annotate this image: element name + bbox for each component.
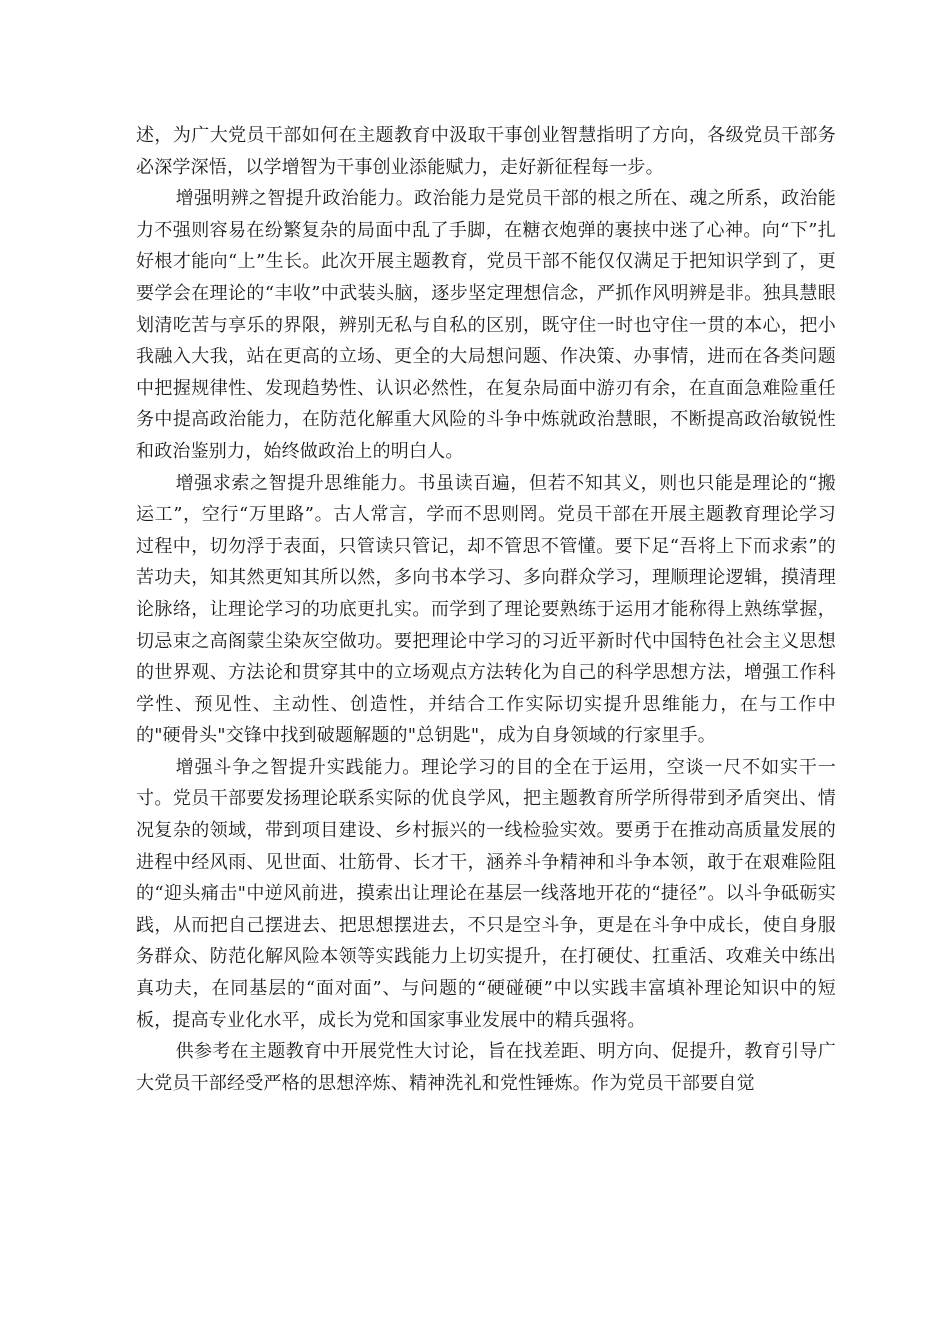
- paragraph-practical-ability: 增强斗争之智提升实践能力。理论学习的目的全在于运用，空谈一尺不如实干一寸。党员干部要发扬理论联系实际的优良学风，把主题教育所学所得带到矛盾突出、情况复杂的领域，带到项目建设、乡村振兴的一线检验实效。要勇于在推动高质量发展的进程中经风雨、见世面、壮筋骨、长才干，涵养斗争精神和斗争本领，敢于在艰难险阻的“迎头痛击"中逆风前进，摸索出让理论在基层一线落地开花的“捷径”。以斗争砥砺实践，从而把自己摆进去、把思想摆进去，不只是空斗争，更是在斗争中成长，使自身服务群众、防范化解风险本领等实践能力上切实提升，在打硬仗、扛重活、攻难关中练出真功夫，在同基层的“面对面”、与问题的“硬碰硬”中以实践丰富填补理论知识中的短板，提高专业化水平，成长为党和国家事业发展中的精兵强将。: [136, 756, 836, 1031]
- paragraph-thinking-ability: 增强求索之智提升思维能力。书虽读百遍，但若不知其义，则也只能是理论的“搬运工”，空行“万里路”。古人常言，学而不思则罔。党员干部在开展主题教育理论学习过程中，切勿浮于表面，只管读只管记，却不管思不管懂。要下足“吾将上下而求索”的苦功夫，知其然更知其所以然，多向书本学习、多向群众学习，理顺理论逻辑，摸清理论脉络，让理论学习的功底更扎实。而学到了理论要熟练于运用才能称得上熟练掌握，切忌束之高阁蒙尘染灰空做功。要把理论中学习的习近平新时代中国特色社会主义思想的世界观、方法论和贯穿其中的立场观点方法转化为自己的科学思想方法，增强工作科学性、预见性、主动性、创造性，并结合工作实际切实提升思维能力，在与工作中的"硬骨头"交锋中找到破题解题的"总钥匙"，成为自身领域的行家里手。: [136, 472, 836, 747]
- document-body: [136, 120, 836, 1099]
- paragraph-continuation: 述，为广大党员干部如何在主题教育中汲取干事创业智慧指明了方向，各级党员干部务必深学深悟，以学增智为干事创业添能赋力，走好新征程每一步。: [136, 125, 836, 178]
- paragraph-party-discussion: 供参考在主题教育中开展党性大讨论，旨在找差距、明方向、促提升，教育引导广大党员干部经受严格的思想淬炼、精神洗礼和党性锤炼。作为党员干部要自觉: [136, 1041, 836, 1094]
- paragraph-political-ability: 增强明辨之智提升政治能力。政治能力是党员干部的根之所在、魂之所系，政治能力不强则容易在纷繁复杂的局面中乱了手脚，在糖衣炮弹的裹挟中迷了心神。向“下”扎好根才能向“上”生长。此次开展主题教育，党员干部不能仅仅满足于把知识学到了，更要学会在理论的“丰收”中武装头脑，逐步坚定理想信念，严抓作风明辨是非。独具慧眼划清吃苦与享乐的界限，辨别无私与自私的区别，既守住一时也守住一贯的本心，把小我融入大我，站在更高的立场、更全的大局想问题、作决策、办事情，进而在各类问题中把握规律性、发现趋势性、认识必然性，在复杂局面中游刃有余，在直面急难险重任务中提高政治能力，在防范化解重大风险的斗争中炼就政治慧眼，不断提高政治敏锐性和政治鉴别力，始终做政治上的明白人。: [136, 188, 836, 462]
